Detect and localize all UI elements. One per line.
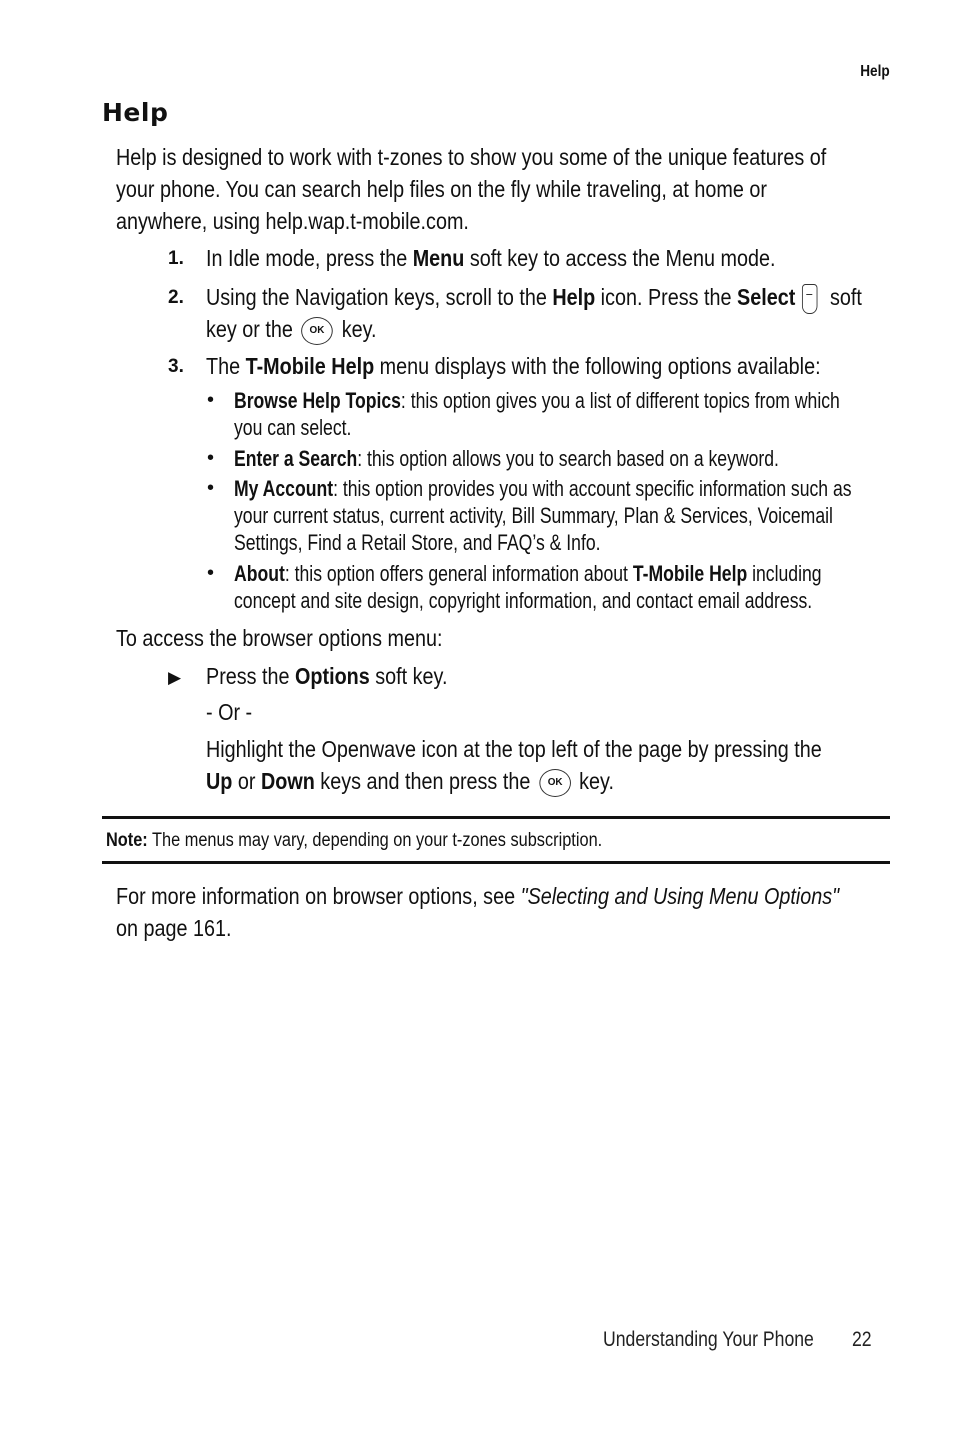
bullet-icon: •: [207, 447, 215, 469]
intro-line-1: Help is designed to work with t-zones to show you some of the unique features of: [116, 144, 827, 170]
step-2-text-line-1: Using the Navigation keys, scroll to the Help icon. Press the Select soft: [206, 281, 862, 314]
select-soft-key-icon: [802, 284, 817, 314]
note: Note: The menus may vary, depending on your t-zones subscription.: [106, 830, 603, 851]
option-about-line-2: concept and site design, copyright information, and contact email address.: [234, 588, 813, 613]
option-my-account-line-2: your current status, current activity, Bill Summary, Plan & Services, Voicemail: [234, 503, 833, 528]
bullet-icon: •: [207, 477, 215, 499]
more-info-line-2: on page 161.: [116, 915, 232, 941]
section-title: Help: [102, 98, 169, 127]
or-separator: - Or -: [206, 699, 253, 725]
option-my-account-line-3: Settings, Find a Retail Store, and FAQ’s & Info.: [234, 530, 601, 555]
step-1-text: In Idle mode, press the Menu soft key to access the Menu mode.: [206, 245, 776, 271]
bullet-icon: •: [207, 389, 215, 411]
footer-chapter: Understanding Your Phone: [603, 1328, 814, 1351]
access-intro: To access the browser options menu:: [116, 625, 443, 651]
option-about-line-1: About: this option offers general information about T-Mobile Help including: [234, 561, 822, 586]
alt-line-1: Highlight the Openwave icon at the top left of the page by pressing the: [206, 736, 822, 762]
ok-key-icon: OK: [301, 317, 333, 345]
press-options-text: Press the Options soft key.: [206, 663, 448, 689]
arrow-bullet-icon: ▶: [168, 668, 182, 687]
cross-reference-link[interactable]: "Selecting and Using Menu Options": [520, 883, 840, 909]
more-info-line-1: For more information on browser options, see "Selecting and Using Menu Options": [116, 883, 840, 909]
step-3-text: The T-Mobile Help menu displays with the following options available:: [206, 353, 821, 379]
intro-line-3: anywhere, using help.wap.t-mobile.com.: [116, 208, 469, 234]
step-number: 3.: [168, 356, 184, 377]
page-number: 22: [852, 1328, 872, 1351]
note-top-rule: [102, 816, 890, 819]
running-header: Help: [860, 63, 890, 80]
ok-key-icon: OK: [539, 769, 571, 797]
step-number: 1.: [168, 248, 184, 269]
intro-line-2: your phone. You can search help files on the fly while traveling, at home or: [116, 176, 767, 202]
bullet-icon: •: [207, 562, 215, 584]
step-number: 2.: [168, 287, 184, 308]
step-2-text-line-2: key or the OK key.: [206, 313, 377, 345]
option-enter-search: Enter a Search: this option allows you to search based on a keyword.: [234, 446, 779, 471]
alt-line-2: Up or Down keys and then press the OK key.: [206, 765, 614, 797]
note-bottom-rule: [102, 861, 890, 864]
option-browse-help-line-1: Browse Help Topics: this option gives you a list of different topics from which: [234, 388, 840, 413]
option-my-account-line-1: My Account: this option provides you with account specific information such as: [234, 476, 852, 501]
option-browse-help-line-2: you can select.: [234, 415, 352, 440]
